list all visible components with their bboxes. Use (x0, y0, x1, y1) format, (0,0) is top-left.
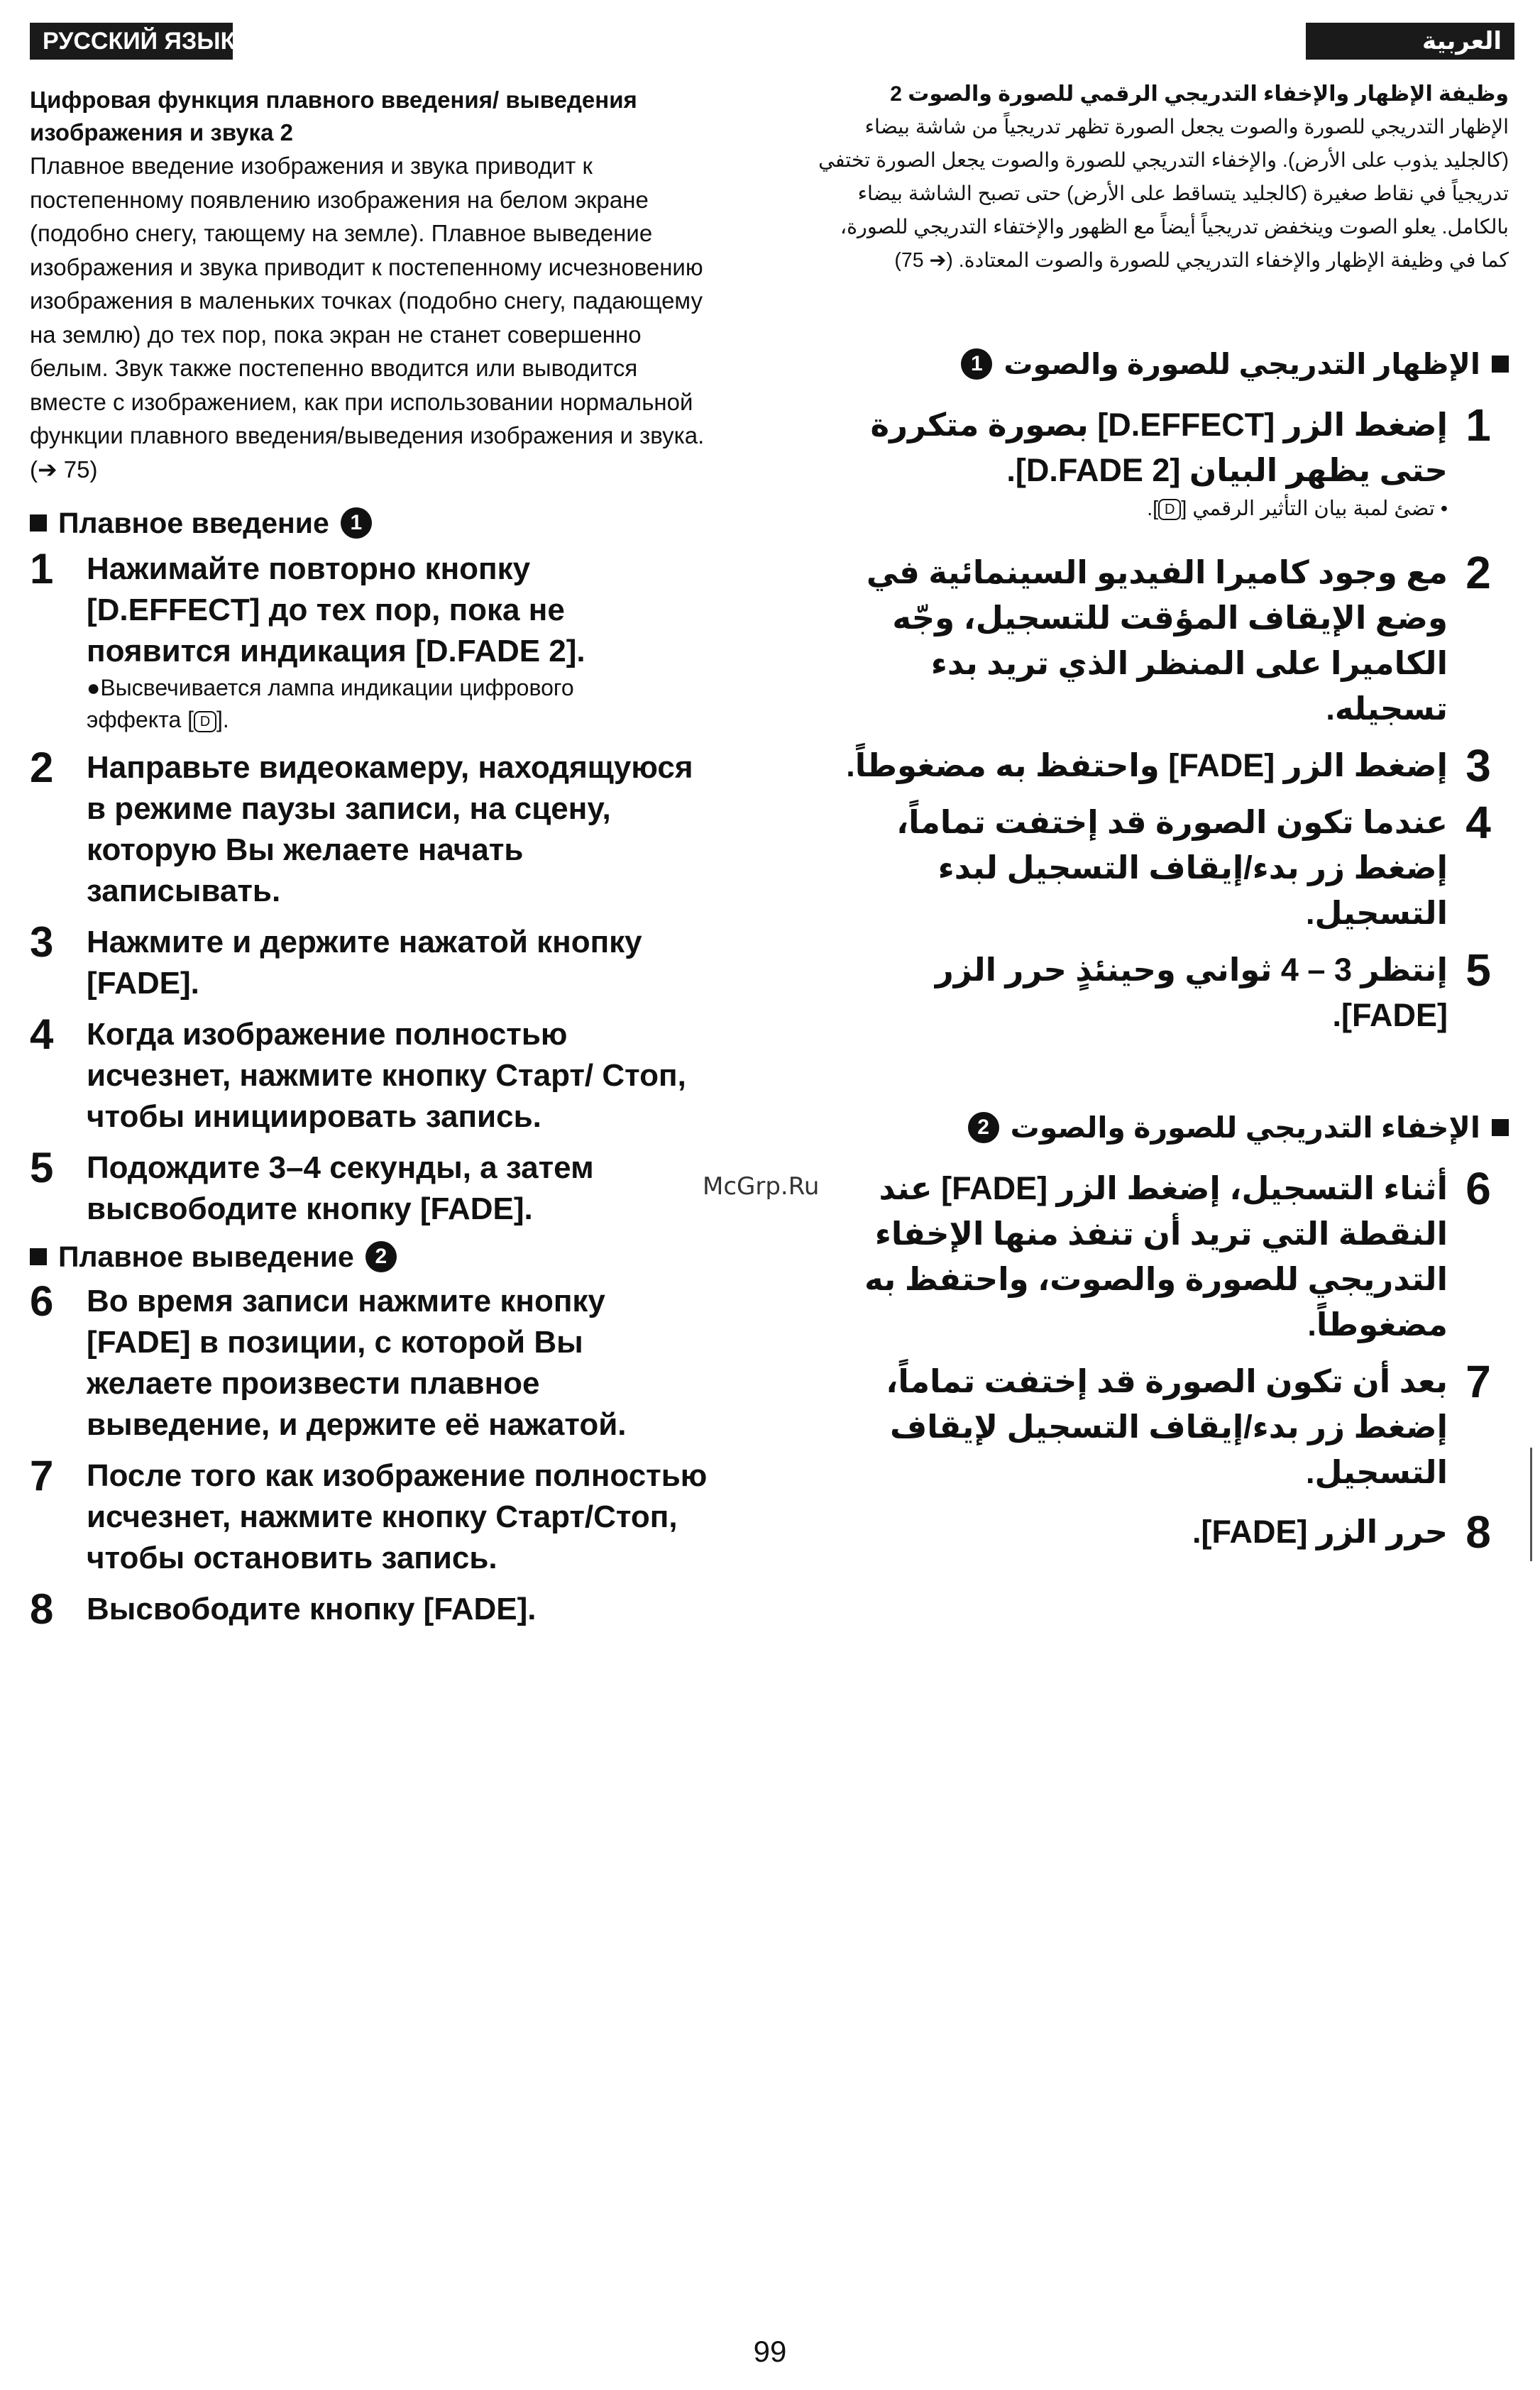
step-number: 1 (30, 545, 54, 593)
step-text: إنتظر 3 – 4 ثواني وحينئذٍ حرر الزر [FADE]. (935, 952, 1448, 1033)
margin-mark (1530, 1448, 1532, 1561)
intro-paragraph: Плавное введение изображения и звука приводит к постепенному появлению изображения на белом экране (подобно снегу, тающему на земле). Плавное выведение изображения и звука приводит к постепенному исчезновению изображения в маленьких точках (подобно снегу, падающему на землю) до тех пор, пока экран не станет совершенно белым. Звук также постепенно вводится или выводится вместе с изображением, как при использовании нормальной функции плавного введения/выведения изображения и звука. (➔ 75) (30, 153, 705, 483)
step-item (30, 545, 711, 672)
arabic-column (816, 78, 1509, 1558)
step-text: Во время записи нажмите кнопку [FADE] в позиции, с которой Вы желаете произвести плавное выведение, и держите её нажатой. (87, 1284, 627, 1442)
step-number: 3 (1465, 740, 1491, 791)
step-number: 5 (1465, 945, 1491, 996)
heading-label: الإخفاء التدريجي للصورة والصوت (1010, 1111, 1480, 1144)
step-text: Направьте видеокамеру, находящуюся в режиме паузы записи, на сцену, которую Вы желаете начать записывать. (87, 750, 693, 908)
step-item (30, 1010, 711, 1138)
step-item (816, 1356, 1509, 1495)
fade-out-heading (30, 1238, 711, 1275)
step-number: 3 (30, 918, 54, 966)
step-item (816, 547, 1509, 732)
square-bullet-icon (30, 514, 47, 532)
step-item (30, 1144, 711, 1230)
note-line (87, 704, 711, 736)
step-text: عندما تكون الصورة قد إختفت تماماً، إضغط زر بدء/إيقاف التسجيل لبدء التسجيل. (896, 804, 1448, 931)
step-text: مع وجود كاميرا الفيديو السينمائية في وضع الإيقاف المؤقت للتسجيل، وجّه الكاميرا على المنظر الذي تريد بدء تسجيله. (866, 554, 1448, 727)
step-number: 6 (30, 1277, 54, 1325)
lamp-note (816, 493, 1448, 524)
step-item (816, 1507, 1509, 1558)
circle-number-badge: 2 (365, 1241, 397, 1272)
step-item (30, 1452, 711, 1579)
step-text: إضغط الزر [D.EFFECT] بصورة متكررة حتى يظهر البيان [D.FADE 2]. (870, 407, 1448, 488)
step-item (816, 402, 1509, 493)
step-item (30, 1585, 711, 1633)
step-text: Высвободите кнопку [FADE]. (87, 1592, 537, 1626)
fade-in-heading (30, 505, 711, 541)
step-number: 5 (30, 1144, 54, 1191)
step-number: 2 (30, 744, 54, 791)
watermark: McGrp.Ru (703, 1172, 820, 1201)
step-item (816, 947, 1509, 1038)
digital-effect-icon: D (1158, 499, 1181, 520)
circle-number-badge: 2 (968, 1112, 999, 1143)
section-title: Цифровая функция плавного введения/ выведения изображения и звука 2 (30, 87, 637, 145)
step-item (30, 1277, 711, 1445)
step-number: 7 (30, 1452, 54, 1499)
section-title: وظيفة الإظهار والإخفاء التدريجي الرقمي للصورة والصوت 2 (890, 82, 1509, 106)
square-bullet-icon (1492, 356, 1509, 373)
heading-label: Плавное введение (58, 507, 329, 539)
step-text: حرر الزر [FADE]. (1192, 1514, 1448, 1550)
step-text: Нажимайте повторно кнопку [D.EFFECT] до тех пор, пока не появится индикация [D.FADE 2]. (87, 551, 585, 668)
step-text: Когда изображение полностью исчезнет, нажмите кнопку Старт/ Стоп, чтобы инициировать запись. (87, 1017, 686, 1134)
step-item (816, 740, 1509, 791)
step-number: 8 (1465, 1507, 1491, 1558)
step-number: 6 (1465, 1163, 1491, 1214)
intro-paragraph: الإظهار التدريجي للصورة والصوت يجعل الصورة تظهر تدريجياً من شاشة بيضاء (كالجليد يذوب على الأرض). والإخفاء التدريجي للصورة والصوت يجعل الصورة تختفي تدريجياً في نقاط صغيرة (كالجليد يتساقط على الأرض) حتى تصبح الشاشة بيضاء بالكامل. يعلو الصوت وينخفض تدريجياً أيضاً مع الظهور والإختفاء التدريجي للصورة، كما في وظيفة الإظهار والإخفاء التدريجي للصورة والصوت المعتادة. (➔ 75) (818, 116, 1509, 272)
step-text: بعد أن تكون الصورة قد إختفت تماماً، إضغط زر بدء/إيقاف التسجيل لإيقاف التسجيل. (886, 1363, 1448, 1490)
step-text: أثناء التسجيل، إضغط الزر [FADE] عند النقطة التي تريد أن تنفذ منها الإخفاء التدريجي للصورة والصوت، واحتفظ به مضغوطاً. (864, 1170, 1448, 1343)
step-item (30, 744, 711, 912)
digital-effect-icon: D (194, 711, 216, 732)
step-number: 7 (1465, 1356, 1491, 1407)
step-number: 8 (30, 1585, 54, 1633)
circle-number-badge: 1 (961, 348, 992, 380)
circle-number-badge: 1 (341, 507, 372, 539)
square-bullet-icon (1492, 1119, 1509, 1136)
step-number: 2 (1465, 547, 1491, 598)
note-text: ]. (1147, 497, 1159, 520)
step-number: 4 (30, 1010, 54, 1058)
note-text: ]. (216, 707, 229, 732)
language-tab-arabic: العربية (1306, 23, 1514, 60)
step-number: 4 (1465, 797, 1491, 848)
step-item (30, 918, 711, 1004)
page-number: 99 (753, 2335, 787, 2368)
step-text: После того как изображение полностью исчезнет, нажмите кнопку Старт/Стоп, чтобы остановить запись. (87, 1458, 708, 1575)
step-item (816, 1163, 1509, 1348)
note-line: ●Высвечивается лампа индикации цифрового (87, 675, 574, 700)
square-bullet-icon (30, 1248, 47, 1265)
note-text: эффекта [ (87, 707, 194, 732)
russian-column (30, 84, 711, 1633)
language-tab-russian: РУССКИЙ ЯЗЫК (30, 23, 233, 60)
step-text: إضغط الزر [FADE] واحتفظ به مضغوطاً. (846, 747, 1448, 783)
step-text: Подождите 3–4 секунды, а затем высвободите кнопку [FADE]. (87, 1150, 594, 1226)
step-item (816, 797, 1509, 936)
fade-in-heading (816, 346, 1509, 382)
note-text: • تضئ لمبة بيان التأثير الرقمي [ (1181, 497, 1448, 520)
heading-label: Плавное выведение (58, 1240, 354, 1273)
fade-out-heading (816, 1109, 1509, 1146)
step-number: 1 (1465, 400, 1491, 451)
lamp-note (87, 672, 711, 736)
step-text: Нажмите и держите нажатой кнопку [FADE]. (87, 925, 642, 1001)
heading-label: الإظهار التدريجي للصورة والصوت (1003, 348, 1480, 380)
